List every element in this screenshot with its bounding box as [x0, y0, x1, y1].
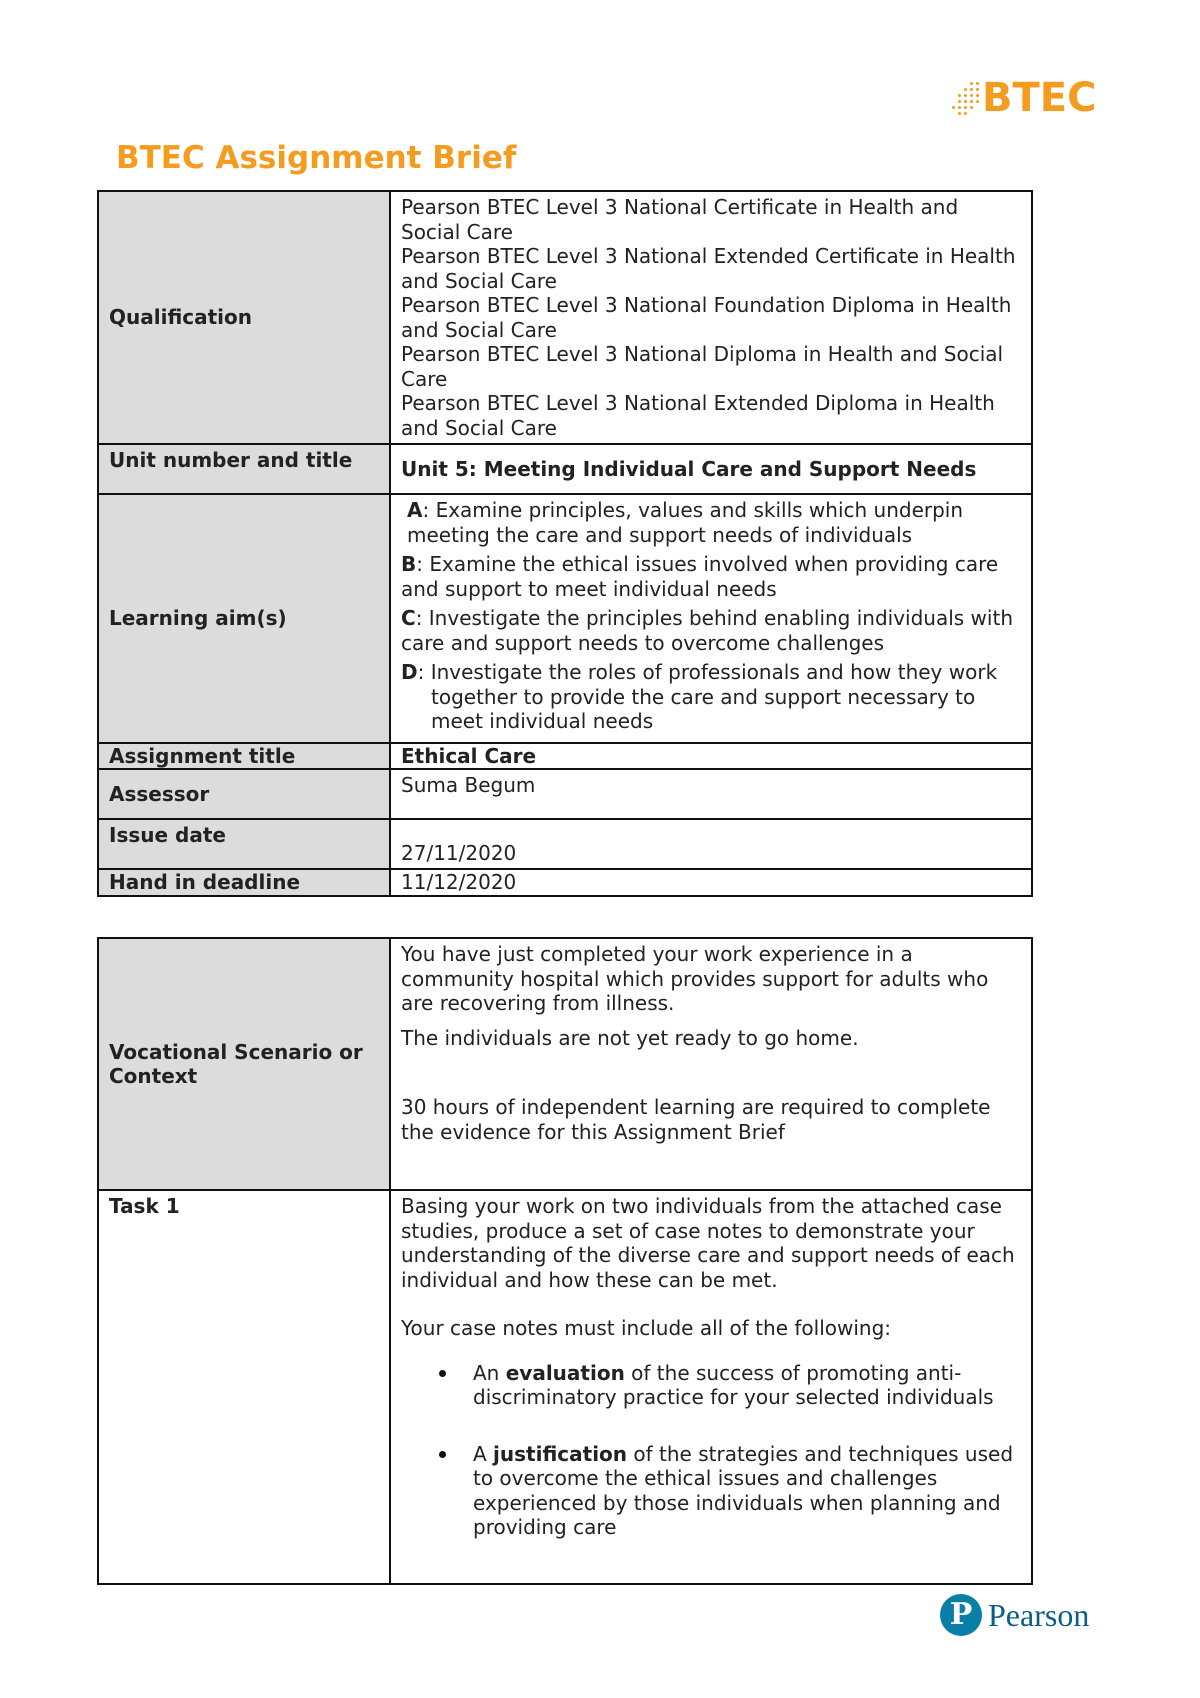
- assignment-title-row: [98, 743, 1032, 770]
- learning-aims-value: [390, 494, 1032, 743]
- task1-bullet-list: [401, 1361, 1023, 1540]
- scenario-label: Vocational Scenario or Context: [98, 938, 390, 1190]
- btec-dots-icon: [950, 78, 980, 118]
- qualification-line: Pearson BTEC Level 3 National Extended Diploma in Health and Social Care: [401, 391, 995, 440]
- assignment-details-table: [97, 190, 1033, 897]
- unit-label: Unit number and title: [98, 444, 390, 494]
- pearson-p-icon: P: [940, 1594, 982, 1636]
- issue-date-value: 27/11/2020: [390, 819, 1032, 869]
- qualification-line: Pearson BTEC Level 3 National Foundation Diploma in Health and Social Care: [401, 293, 1012, 342]
- scenario-paragraph: 30 hours of independent learning are required to complete the evidence for this Assignment Brief: [401, 1095, 991, 1144]
- learning-aim-d: D: Investigate the roles of professionals and how they work together to provide the care and support necessary to meet individual needs: [401, 660, 998, 733]
- task1-intro: Basing your work on two individuals from the attached case studies, produce a set of case notes to demonstrate your understanding of the diverse care and support needs of each individual and how these can be met.: [401, 1194, 1015, 1292]
- task1-bullet: A justification of the strategies and techniques used to overcome the ethical issues and challenges experienced by those individuals when planning and providing care: [473, 1442, 1023, 1540]
- qualification-line: Pearson BTEC Level 3 National Diploma in Health and Social Care: [401, 342, 1004, 391]
- task1-lead: Your case notes must include all of the following:: [401, 1316, 892, 1340]
- learning-aim-c: C: Investigate the principles behind enabling individuals with care and support needs to overcome challenges: [401, 606, 1013, 655]
- scenario-paragraph: The individuals are not yet ready to go home.: [401, 1025, 859, 1050]
- pearson-logo-text: Pearson: [988, 1596, 1090, 1633]
- issue-date-row: [98, 819, 1032, 869]
- learning-aim-b: B: Examine the ethical issues involved when providing care and support to meet individual needs: [401, 552, 999, 601]
- unit-row: [98, 444, 1032, 494]
- scenario-paragraph: You have just completed your work experience in a community hospital which provides support for adults who are recovering from illness.: [401, 942, 989, 1015]
- qualification-value: [390, 191, 1032, 444]
- qualification-label: Qualification: [98, 191, 390, 444]
- unit-value: Unit 5: Meeting Individual Care and Support Needs: [390, 444, 1032, 494]
- deadline-label: Hand in deadline: [98, 869, 390, 896]
- task1-value: [390, 1190, 1032, 1584]
- issue-date-label: Issue date: [98, 819, 390, 869]
- task1-row: [98, 1190, 1032, 1584]
- page-title: BTEC Assignment Brief: [116, 140, 517, 176]
- task1-bullet: An evaluation of the success of promoting anti-discriminatory practice for your selected individuals: [473, 1361, 1023, 1410]
- btec-logo: [950, 74, 1100, 122]
- deadline-row: [98, 869, 1032, 896]
- pearson-logo: [940, 1590, 1100, 1640]
- learning-aim-a: A: Examine principles, values and skills which underpin meeting the care and support needs of individuals: [407, 498, 964, 547]
- scenario-task-table: [97, 937, 1033, 1585]
- scenario-value: [390, 938, 1032, 1190]
- qualification-line: Pearson BTEC Level 3 National Certificate in Health and Social Care: [401, 195, 959, 244]
- assignment-title-value: Ethical Care: [390, 743, 1032, 770]
- learning-aims-row: [98, 494, 1032, 743]
- deadline-value: 11/12/2020: [390, 869, 1032, 896]
- assessor-row: [98, 769, 1032, 819]
- assessor-label: Assessor: [98, 769, 390, 819]
- qualification-row: [98, 191, 1032, 444]
- task1-label: Task 1: [98, 1190, 390, 1584]
- learning-aims-label: Learning aim(s): [98, 494, 390, 743]
- assignment-title-label: Assignment title: [98, 743, 390, 770]
- assessor-value: Suma Begum: [390, 769, 1032, 819]
- btec-logo-text: BTEC: [982, 75, 1097, 121]
- qualification-line: Pearson BTEC Level 3 National Extended Certificate in Health and Social Care: [401, 244, 1016, 293]
- scenario-row: [98, 938, 1032, 1190]
